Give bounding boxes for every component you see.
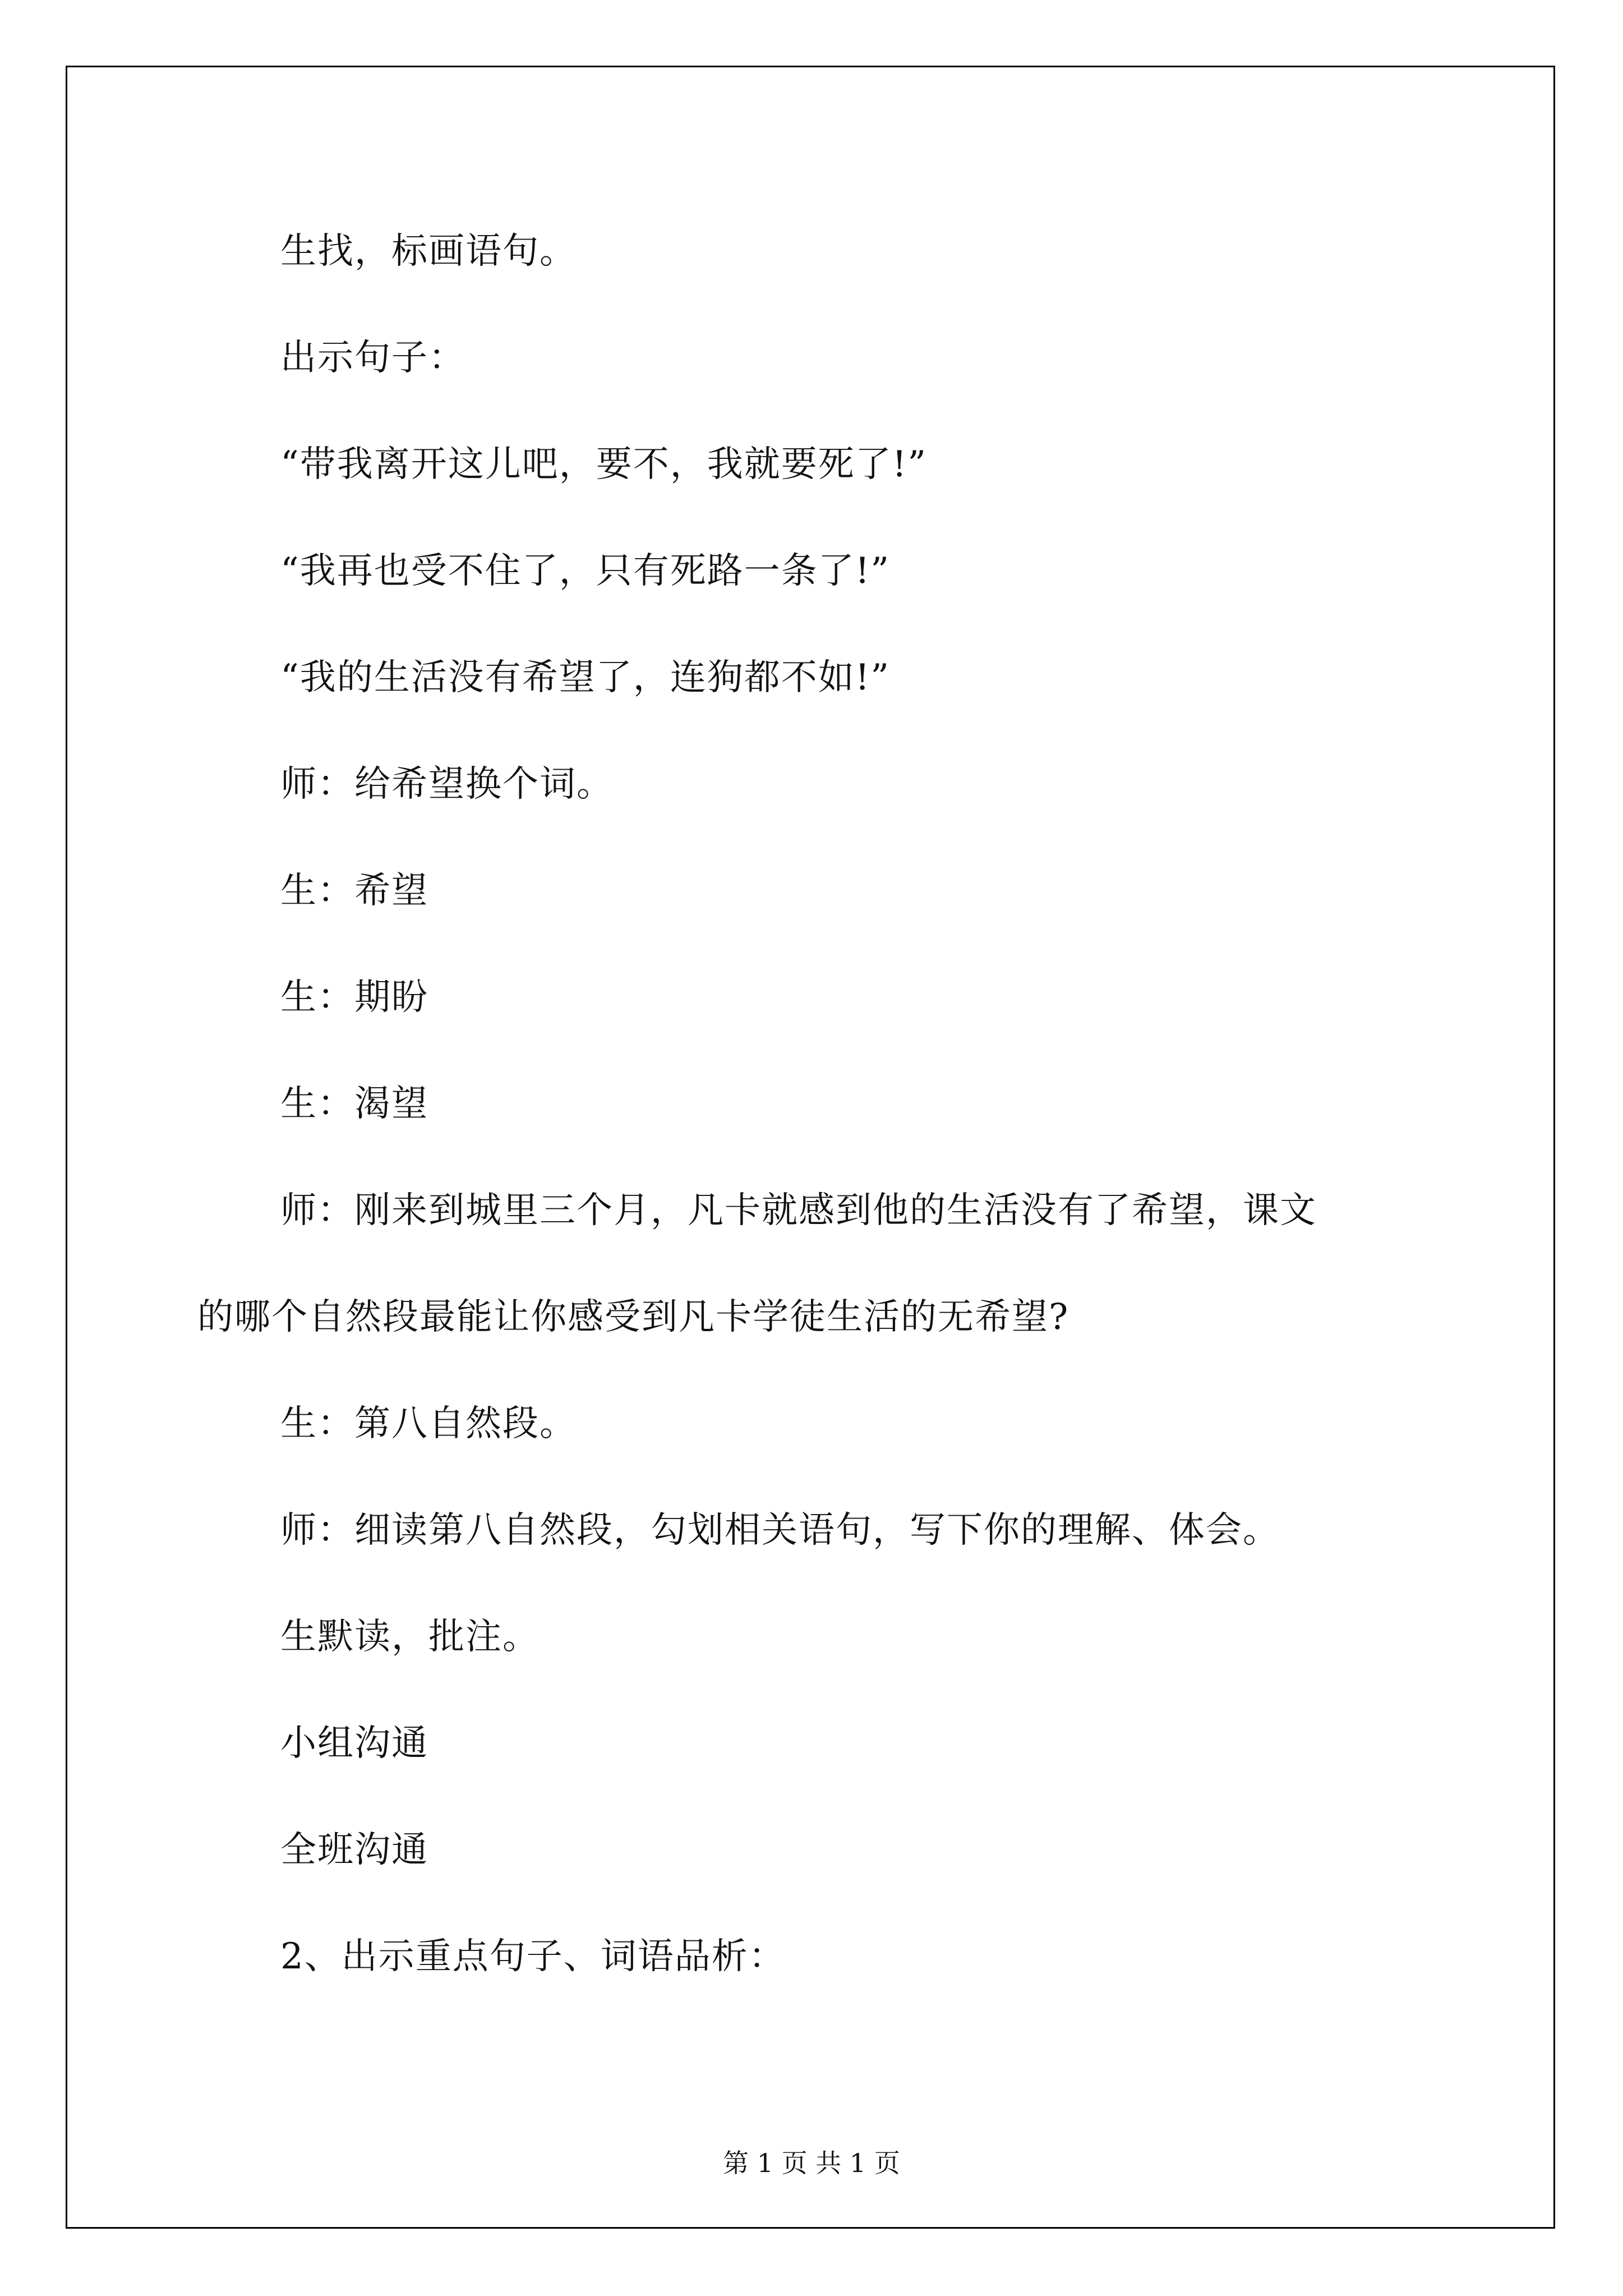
quote-paragraph: “我再也受不住了，只有死路一条了!”: [280, 550, 891, 592]
paragraph: 师：刚来到城里三个月，凡卡就感到他的生活没有了希望，课文: [280, 1190, 1317, 1231]
paragraph: 生：渴望: [280, 1083, 428, 1125]
paragraph: 生：期盼: [280, 977, 428, 1018]
paragraph: 生默读，批注。: [280, 1616, 540, 1658]
quote-paragraph: “我的生活没有希望了，连狗都不如!”: [280, 657, 891, 698]
paragraph: 师：细读第八自然段，勾划相关语句，写下你的理解、体会。: [280, 1510, 1280, 1551]
paragraph: 小组沟通: [280, 1723, 428, 1764]
paragraph: 生找，标画语句。: [280, 231, 577, 272]
paragraph: 师：给希望换个词。: [280, 763, 614, 805]
quote-paragraph: “带我离开这儿吧，要不，我就要死了!”: [280, 444, 928, 485]
paragraph: 生：第八自然段。: [280, 1403, 577, 1444]
paragraph: 生：希望: [280, 870, 428, 912]
section-heading: 2、出示重点句子、词语品析：: [280, 1936, 786, 1977]
paragraph: 全班沟通: [280, 1829, 428, 1871]
paragraph: 出示句子：: [280, 337, 465, 379]
paragraph-continuation: 的哪个自然段最能让你感受到凡卡学徒生活的无希望?: [197, 1296, 1069, 1338]
page-footer: 第 1 页 共 1 页: [723, 2148, 900, 2178]
